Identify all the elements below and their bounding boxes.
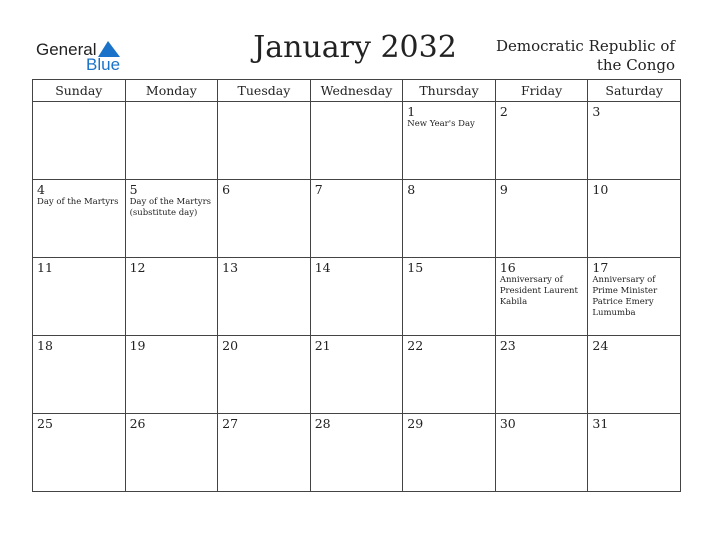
calendar-day-cell xyxy=(218,336,311,414)
country-name-line1: Democratic Republic of xyxy=(495,37,675,55)
day-number: 11 xyxy=(37,260,53,275)
logo-text-blue: Blue xyxy=(86,55,121,74)
day-number: 29 xyxy=(407,416,424,431)
calendar-day-cell xyxy=(495,180,588,258)
calendar-day-cell xyxy=(125,102,218,180)
day-number: 26 xyxy=(129,416,146,431)
day-number: 21 xyxy=(314,338,331,353)
weekday-header: Wednesday xyxy=(310,80,403,102)
country-name xyxy=(455,37,675,75)
calendar-day-cell xyxy=(218,102,311,180)
day-number: 5 xyxy=(129,182,138,197)
calendar-day-cell xyxy=(403,414,496,492)
calendar-day-cell xyxy=(125,180,218,258)
weekday-header: Monday xyxy=(125,80,218,102)
calendar-day-cell xyxy=(588,336,681,414)
day-number: 17 xyxy=(592,260,609,275)
calendar-day-cell xyxy=(588,102,681,180)
generalblue-logo xyxy=(36,40,126,74)
weekday-header: Tuesday xyxy=(218,80,311,102)
calendar-day-cell xyxy=(403,180,496,258)
day-number: 14 xyxy=(314,260,331,275)
calendar-day-cell xyxy=(495,336,588,414)
holiday-label: New Year's Day xyxy=(407,119,475,129)
calendar-day-cell xyxy=(33,180,126,258)
calendar-week-row xyxy=(33,414,681,492)
calendar-day-cell xyxy=(310,414,403,492)
calendar-day-cell xyxy=(310,102,403,180)
calendar-day-cell xyxy=(495,102,588,180)
page-title: January 2032 xyxy=(253,30,457,65)
day-number: 22 xyxy=(407,338,424,353)
weekday-header: Thursday xyxy=(403,80,496,102)
weekday-header: Friday xyxy=(495,80,588,102)
day-number: 31 xyxy=(592,416,609,431)
calendar-day-cell xyxy=(218,258,311,336)
day-number: 16 xyxy=(499,260,516,275)
day-number: 12 xyxy=(129,260,146,275)
calendar-day-cell xyxy=(125,336,218,414)
day-number: 27 xyxy=(222,416,239,431)
calendar-day-cell xyxy=(403,336,496,414)
calendar-day-cell xyxy=(310,258,403,336)
day-number: 4 xyxy=(37,182,45,197)
calendar-week-row xyxy=(33,258,681,336)
day-number: 19 xyxy=(129,338,146,353)
day-number: 6 xyxy=(222,182,231,197)
day-number: 13 xyxy=(222,260,239,275)
holiday-label: Day of the Martyrs xyxy=(37,197,119,207)
calendar-day-cell xyxy=(33,102,126,180)
weekday-header-row xyxy=(33,80,681,102)
day-number: 18 xyxy=(37,338,53,353)
calendar-day-cell xyxy=(403,102,496,180)
day-number: 23 xyxy=(499,338,516,353)
day-number: 3 xyxy=(592,104,601,119)
day-number: 30 xyxy=(499,416,516,431)
country-name-line2: the Congo xyxy=(596,56,675,74)
calendar-week-row xyxy=(33,180,681,258)
calendar-day-cell xyxy=(218,414,311,492)
calendar-day-cell xyxy=(588,180,681,258)
calendar-day-cell xyxy=(218,180,311,258)
day-number: 1 xyxy=(407,104,416,119)
calendar-grid xyxy=(32,79,681,492)
calendar-week-row xyxy=(33,102,681,180)
day-number: 20 xyxy=(222,338,239,353)
holiday-label: Day of the Martyrs (substitute day) xyxy=(129,197,212,218)
day-number: 10 xyxy=(592,182,609,197)
day-number: 24 xyxy=(592,338,609,353)
day-number: 7 xyxy=(314,182,323,197)
holiday-label: Anniversary of President Laurent Kabila xyxy=(499,275,578,307)
calendar-day-cell xyxy=(310,180,403,258)
calendar-day-cell xyxy=(125,414,218,492)
calendar-day-cell xyxy=(588,258,681,336)
calendar-day-cell xyxy=(310,336,403,414)
logo-text-general: General xyxy=(36,40,97,59)
weekday-header: Sunday xyxy=(33,80,126,102)
calendar-week-row xyxy=(33,336,681,414)
calendar-day-cell xyxy=(495,414,588,492)
day-number: 2 xyxy=(499,104,508,119)
day-number: 8 xyxy=(407,182,416,197)
calendar-body xyxy=(33,102,681,492)
day-number: 25 xyxy=(37,416,53,431)
day-number: 15 xyxy=(407,260,424,275)
day-number: 9 xyxy=(499,182,508,197)
calendar-day-cell xyxy=(403,258,496,336)
weekday-header: Saturday xyxy=(588,80,681,102)
day-number: 28 xyxy=(314,416,331,431)
calendar-day-cell xyxy=(33,414,126,492)
calendar-day-cell xyxy=(125,258,218,336)
calendar-day-cell xyxy=(495,258,588,336)
calendar-day-cell xyxy=(33,258,126,336)
calendar-day-cell xyxy=(588,414,681,492)
calendar-day-cell xyxy=(33,336,126,414)
holiday-label: Anniversary of Prime Minister Patrice Emery Lumumba xyxy=(592,275,658,318)
